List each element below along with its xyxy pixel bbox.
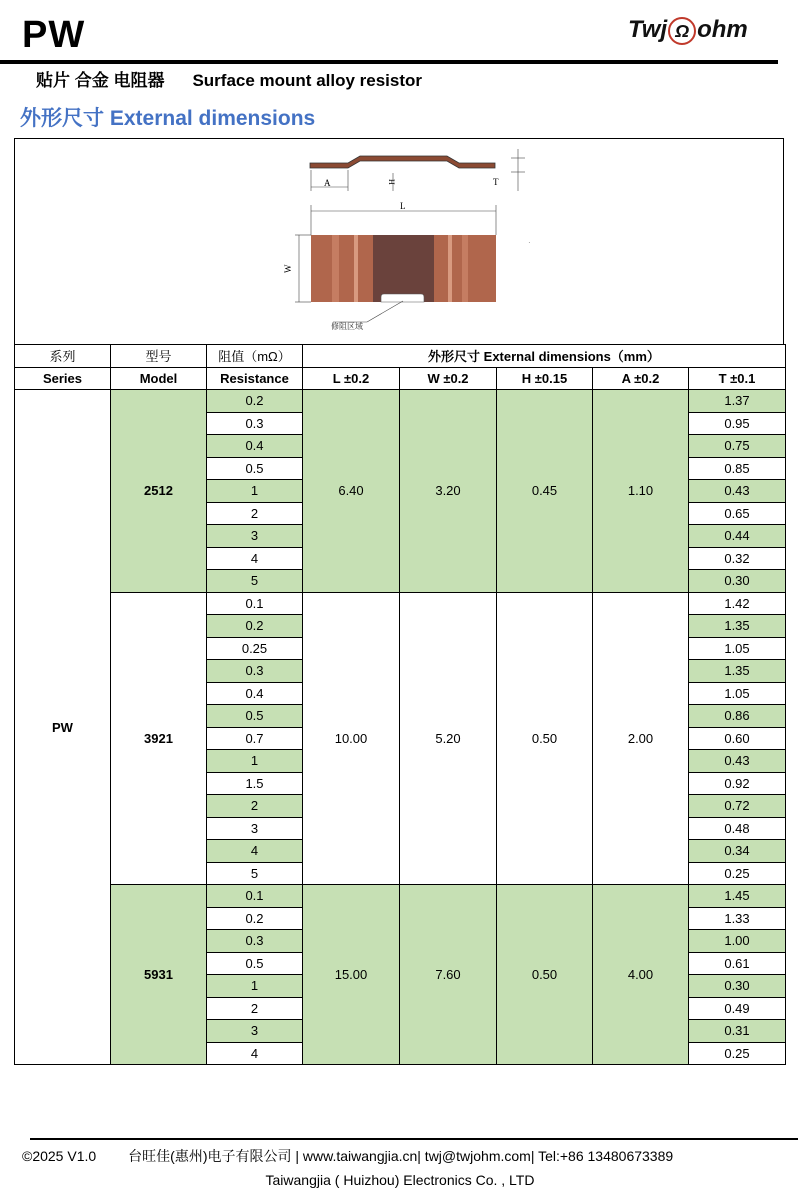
footer-contact-text: 台旺佳(惠州)电子有限公司 | www.taiwangjia.cn| twj@twjohm.com| Tel:+86 13480673389 — [128, 1148, 674, 1164]
footer-contact — [22, 1146, 673, 1166]
dimension-table — [14, 344, 786, 1065]
subtitle-en: Surface mount alloy resistor — [192, 71, 423, 90]
thickness-cell: 0.48 — [689, 817, 786, 840]
resistance-cell: 4 — [207, 840, 303, 863]
resistance-cell: 2 — [207, 502, 303, 525]
table-row — [15, 592, 786, 615]
omega-icon: Ω — [668, 17, 696, 45]
subtitle-cn: 贴片 合金 电阻器 — [36, 71, 165, 90]
header-dims-text: 外形尺寸 External dimensions（mm） — [428, 349, 660, 365]
table-row — [15, 885, 786, 908]
resistance-cell: 5 — [207, 570, 303, 593]
resistance-cell: 1 — [207, 480, 303, 503]
top-view-drawing — [283, 201, 531, 331]
resistance-cell: 0.4 — [207, 682, 303, 705]
thickness-cell: 1.05 — [689, 682, 786, 705]
resistance-cell: 3 — [207, 1020, 303, 1043]
dim-a-cell: 1.10 — [593, 390, 689, 593]
resistance-cell: 2 — [207, 795, 303, 818]
header-h: H ±0.15 — [497, 367, 593, 390]
resistance-cell: 4 — [207, 1042, 303, 1065]
resistance-cell: 1 — [207, 975, 303, 998]
dim-w-cell: 3.20 — [400, 390, 497, 593]
header-series-cn: 系列 — [15, 345, 111, 368]
thickness-cell: 1.05 — [689, 637, 786, 660]
dim-h-cell: 0.45 — [497, 390, 593, 593]
logo-text-left: Twj — [628, 16, 668, 43]
header-w: W ±0.2 — [400, 367, 497, 390]
side-profile-drawing — [310, 149, 525, 191]
resistance-cell: 0.1 — [207, 592, 303, 615]
dim-a-cell: 2.00 — [593, 592, 689, 885]
resistance-cell: 2 — [207, 997, 303, 1020]
thickness-cell: 0.61 — [689, 952, 786, 975]
thickness-cell: 0.31 — [689, 1020, 786, 1043]
series-cell: PW — [15, 390, 111, 1065]
thickness-cell: 1.37 — [689, 390, 786, 413]
resistance-cell: 5 — [207, 862, 303, 885]
svg-text:·: · — [528, 238, 531, 247]
thickness-cell: 0.72 — [689, 795, 786, 818]
thickness-cell: 0.60 — [689, 727, 786, 750]
thickness-cell: 1.33 — [689, 907, 786, 930]
thickness-cell: 0.86 — [689, 705, 786, 728]
resistance-cell: 0.3 — [207, 930, 303, 953]
thickness-cell: 0.49 — [689, 997, 786, 1020]
thickness-cell: 0.43 — [689, 480, 786, 503]
thickness-cell: 0.43 — [689, 750, 786, 773]
thickness-cell: 0.44 — [689, 525, 786, 548]
footer-copyright: ©2025 V1.0 — [22, 1148, 97, 1164]
resistance-cell: 0.3 — [207, 660, 303, 683]
header-a: A ±0.2 — [593, 367, 689, 390]
thickness-cell: 0.65 — [689, 502, 786, 525]
label-l: L — [400, 201, 406, 211]
thickness-cell: 0.92 — [689, 772, 786, 795]
model-cell: 2512 — [111, 390, 207, 593]
thickness-cell: 0.85 — [689, 457, 786, 480]
dim-h-cell: 0.50 — [497, 592, 593, 885]
resistance-cell: 0.5 — [207, 705, 303, 728]
product-subtitle — [36, 66, 422, 91]
logo-text-right: ohm — [697, 16, 748, 43]
dimension-drawing — [14, 138, 784, 345]
resistance-cell: 0.2 — [207, 390, 303, 413]
thickness-cell: 1.35 — [689, 615, 786, 638]
model-cell: 5931 — [111, 885, 207, 1065]
resistance-cell: 0.25 — [207, 637, 303, 660]
resistance-cell: 0.5 — [207, 457, 303, 480]
resistance-cell: 0.1 — [207, 885, 303, 908]
thickness-cell: 0.30 — [689, 570, 786, 593]
header-dimensions — [303, 345, 786, 368]
label-h: H — [387, 179, 396, 185]
resistance-cell: 0.3 — [207, 412, 303, 435]
label-a: A — [324, 178, 331, 188]
model-cell: 3921 — [111, 592, 207, 885]
thickness-cell: 1.00 — [689, 930, 786, 953]
section-title: 外形尺寸 External dimensions — [20, 107, 316, 130]
brand-logo — [628, 16, 748, 45]
trim-area-note: 修阻区域 — [331, 322, 363, 331]
header-t: T ±0.1 — [689, 367, 786, 390]
resistance-cell: 3 — [207, 525, 303, 548]
resistance-cell: 4 — [207, 547, 303, 570]
table-row — [15, 390, 786, 413]
resistance-cell: 1 — [207, 750, 303, 773]
footer-divider — [30, 1138, 798, 1140]
thickness-cell: 1.35 — [689, 660, 786, 683]
thickness-cell: 0.32 — [689, 547, 786, 570]
thickness-cell: 1.45 — [689, 885, 786, 908]
resistance-cell: 0.4 — [207, 435, 303, 458]
header-model-en: Model — [111, 367, 207, 390]
dim-a-cell: 4.00 — [593, 885, 689, 1065]
dim-l-cell: 10.00 — [303, 592, 400, 885]
thickness-cell: 0.25 — [689, 1042, 786, 1065]
resistance-cell: 3 — [207, 817, 303, 840]
footer-company-en: Taiwangjia ( Huizhou) Electronics Co. , LTD — [265, 1172, 535, 1188]
dim-w-cell: 5.20 — [400, 592, 497, 885]
thickness-cell: 0.30 — [689, 975, 786, 998]
thickness-cell: 1.42 — [689, 592, 786, 615]
header-series-en: Series — [15, 367, 111, 390]
thickness-cell: 0.25 — [689, 862, 786, 885]
page-title: PW — [22, 14, 86, 56]
label-t: T — [493, 177, 499, 187]
dim-w-cell: 7.60 — [400, 885, 497, 1065]
resistance-cell: 0.2 — [207, 907, 303, 930]
thickness-cell: 0.95 — [689, 412, 786, 435]
dim-l-cell: 15.00 — [303, 885, 400, 1065]
resistance-cell: 0.5 — [207, 952, 303, 975]
dim-l-cell: 6.40 — [303, 390, 400, 593]
header-l: L ±0.2 — [303, 367, 400, 390]
label-w: W — [283, 264, 293, 273]
header-res-en: Resistance — [207, 367, 303, 390]
thickness-cell: 0.34 — [689, 840, 786, 863]
resistance-cell: 0.7 — [207, 727, 303, 750]
resistance-cell: 1.5 — [207, 772, 303, 795]
header-res-cn: 阻值（mΩ） — [207, 345, 303, 368]
header-model-cn: 型号 — [111, 345, 207, 368]
resistance-cell: 0.2 — [207, 615, 303, 638]
dim-h-cell: 0.50 — [497, 885, 593, 1065]
thickness-cell: 0.75 — [689, 435, 786, 458]
header-divider — [0, 60, 778, 64]
